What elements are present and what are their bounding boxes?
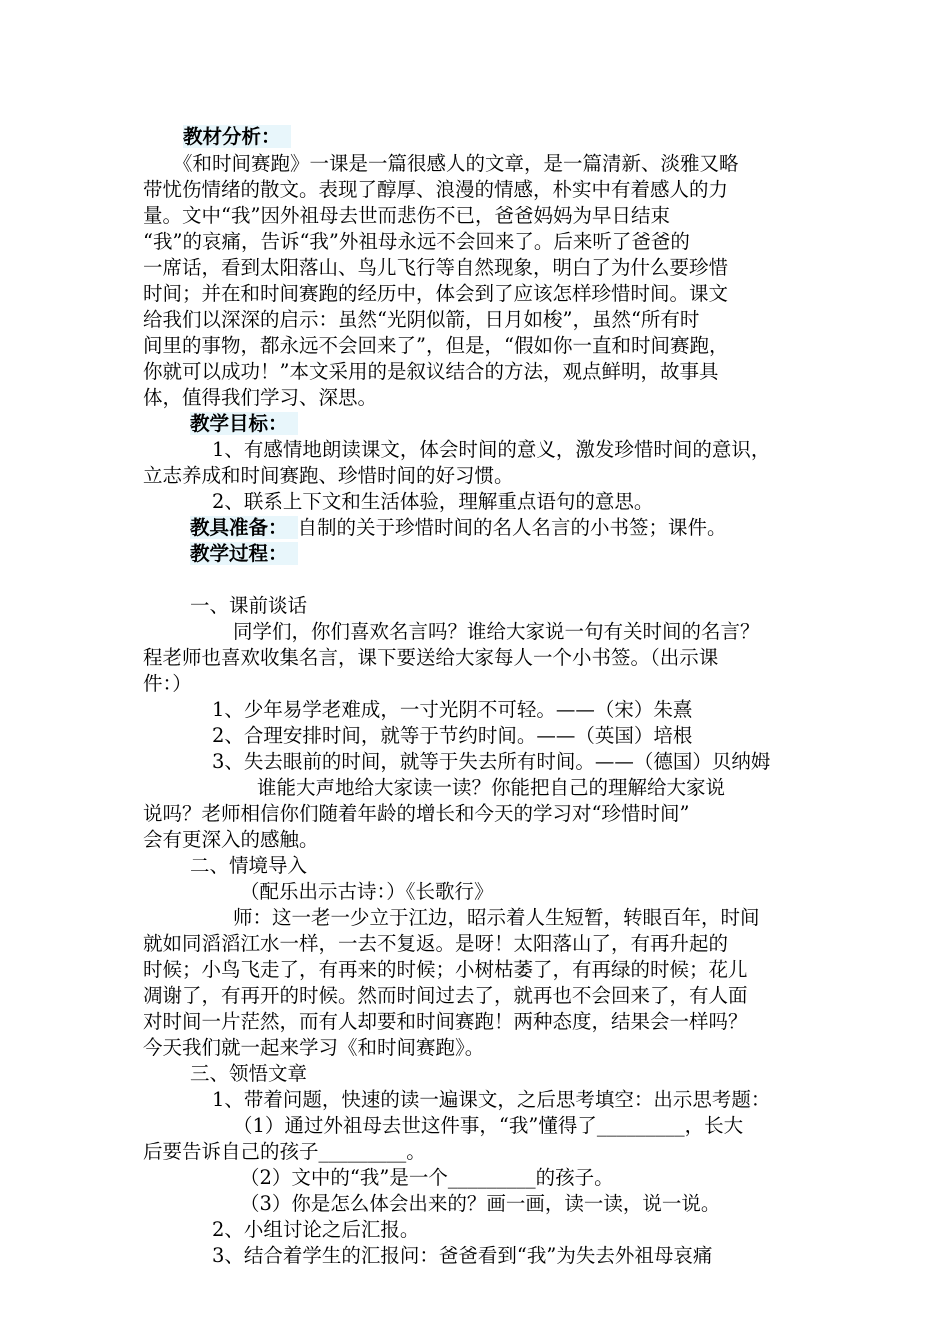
quote-line: 2、合理安排时间，就等于节约时间。——（英国）培根 [212, 724, 693, 747]
paragraph-line: 量。文中“我”因外祖母去世而悲伤不已，爸爸妈妈为早日结束 [143, 204, 670, 227]
section-line: 师：这一老一少立于江边，昭示着人生短暂，转眼百年，时间 [233, 906, 760, 929]
question-line: （1）通过外祖母去世这件事，“我”懂得了_________，长大 [233, 1114, 744, 1137]
heading-teaching-aids: 教具准备： [190, 516, 298, 539]
question-line: （3）你是怎么体会出来的？画一画，读一读，说一说。 [240, 1192, 721, 1215]
paragraph-line: “我”的哀痛，告诉“我”外祖母永远不会回来了。后来听了爸爸的 [143, 230, 690, 253]
section-line: 同学们，你们喜欢名言吗？谁给大家说一句有关时间的名言？ [233, 620, 760, 643]
section-line: 时候；小鸟飞走了，有再来的时候；小树枯萎了，有再绿的时候；花儿 [143, 958, 748, 981]
heading-teaching-goals: 教学目标： [190, 411, 298, 437]
section-line: 对时间一片茫然，而有人却要和时间赛跑！两种态度，结果会一样吗？ [143, 1010, 748, 1033]
question-line: 3、结合着学生的汇报问：爸爸看到“我”为失去外祖母哀痛 [212, 1244, 713, 1267]
goal-line: 1、有感情地朗读课文，体会时间的意义，激发珍惜时间的意识， [212, 438, 771, 461]
heading-teaching-process: 教学过程： [190, 541, 298, 567]
goal-line: 2、联系上下文和生活体验，理解重点语句的意思。 [212, 490, 654, 513]
quote-line: 3、失去眼前的时间，就等于失去所有时间。——（德国）贝纳姆 [212, 750, 771, 773]
poem-line: （配乐出示古诗：）《长歌行》 [240, 880, 494, 903]
section-line: 今天我们就一起来学习《和时间赛跑》。 [143, 1036, 485, 1059]
question-line: 2、小组讨论之后汇报。 [212, 1218, 420, 1241]
section-line: 就如同滔滔江水一样，一去不复返。是呀！太阳落山了，有再升起的 [143, 932, 729, 955]
question-line: （2）文中的“我”是一个_________的孩子。 [240, 1166, 614, 1189]
goal-line: 立志养成和时间赛跑、珍惜时间的好习惯。 [143, 464, 514, 487]
paragraph-line: 你就可以成功！”本文采用的是叙议结合的方法，观点鲜明，故事具 [143, 360, 719, 383]
quote-line: 1、少年易学老难成，一寸光阴不可轻。——（宋）朱熹 [212, 698, 693, 721]
section-title: 三、领悟文章 [190, 1062, 308, 1085]
section-line: 谁能大声地给大家读一读？你能把自己的理解给大家说 [257, 776, 726, 799]
section-line: 程老师也喜欢收集名言，课下要送给大家每人一个小书签。（出示课 [143, 646, 719, 669]
section-title: 二、情境导入 [190, 854, 308, 877]
paragraph-line: 一席话，看到太阳落山、鸟儿飞行等自然现象，明白了为什么要珍惜 [143, 256, 729, 279]
paragraph-line: 给我们以深深的启示：虽然“光阴似箭，日月如梭”，虽然“所有时 [143, 308, 700, 331]
teaching-aids-text: 自制的关于珍惜时间的名人名言的小书签；课件。 [297, 516, 727, 539]
paragraph-line: 体，值得我们学习、深思。 [143, 386, 378, 409]
paragraph-line: 带忧伤情绪的散文。表现了醇厚、浪漫的情感，朴实中有着感人的力 [143, 178, 729, 201]
heading-material-analysis: 教材分析： [183, 124, 291, 150]
paragraph-line: 间里的事物，都永远不会回来了”，但是，“假如你一直和时间赛跑， [143, 334, 729, 357]
teaching-aids [190, 515, 727, 541]
question-line: 1、带着问题，快速的读一遍课文，之后思考填空：出示思考题： [212, 1088, 771, 1111]
section-title: 一、课前谈话 [190, 594, 308, 617]
section-line: 会有更深入的感触。 [143, 828, 319, 851]
paragraph-line: 《和时间赛跑》一课是一篇很感人的文章，是一篇清新、淡雅又略 [173, 152, 739, 175]
section-line: 凋谢了，有再开的时候。然而时间过去了，就再也不会回来了，有人面 [143, 984, 748, 1007]
paragraph-line: 时间；并在和时间赛跑的经历中，体会到了应该怎样珍惜时间。课文 [143, 282, 729, 305]
section-line: 说吗？老师相信你们随着年龄的增长和今天的学习对“珍惜时间” [143, 802, 690, 825]
question-line: 后要告诉自己的孩子_________。 [143, 1140, 426, 1163]
section-line: 件：） [143, 672, 192, 695]
